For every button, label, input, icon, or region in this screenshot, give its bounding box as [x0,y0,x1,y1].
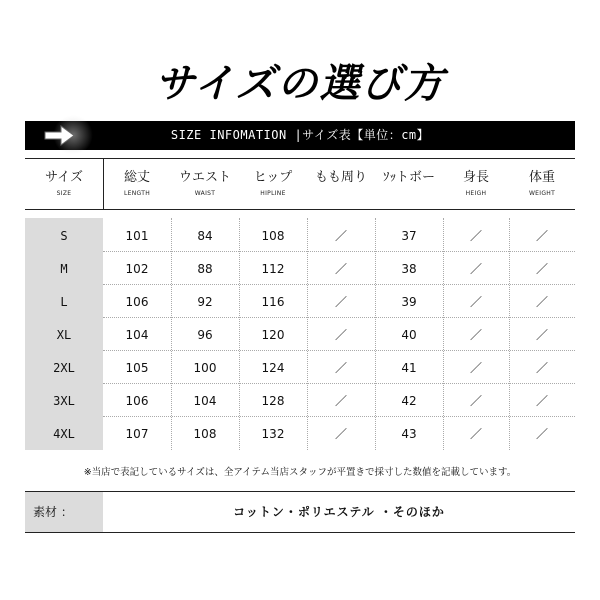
waist-cell: 104 [193,394,217,408]
length-cell: 107 [125,427,149,441]
hip-cell: 132 [261,427,285,441]
height-cell: ／ [469,262,482,276]
header-label: もも周り [314,170,367,185]
weight-cell: ／ [535,394,548,408]
waist-cell: 84 [197,229,213,243]
weight-cell: ／ [535,262,548,276]
thigh-cell: ／ [334,394,347,408]
height-cell: ／ [469,229,482,243]
table-row [25,352,575,385]
weight-cell: ／ [535,229,548,243]
size-cell: M [60,262,68,276]
header-label: 身長 [462,170,489,185]
material-value: コットン・ポリエステル ・そのほか [233,505,445,519]
height-cell: ／ [469,394,482,408]
waist-cell: 92 [197,295,213,309]
header-sublabel: HEIGH [465,190,487,197]
header-sublabel: WEIGHT [528,190,556,197]
weight-cell: ／ [535,427,548,441]
waist-cell: 108 [193,427,217,441]
header-label: ｿｯトボー [382,170,435,185]
header-label: 総丈 [123,170,150,185]
material-row [25,491,575,533]
rise-cell: 38 [401,262,417,276]
table-row [25,385,575,418]
length-cell: 105 [125,361,149,375]
header-hip [239,159,307,209]
thigh-cell: ／ [334,328,347,342]
weight-cell: ／ [535,361,548,375]
rise-cell: 40 [401,328,417,342]
header-size [25,159,103,209]
length-cell: 106 [125,295,149,309]
header-thigh [307,159,375,209]
header-size-en: SIZE [56,190,72,197]
size-cell: S [60,229,68,243]
header-weight [509,159,575,209]
header-sublabel: HIPLINE [260,190,286,197]
height-cell: ／ [469,328,482,342]
table-header [25,158,575,210]
hip-cell: 116 [261,295,285,309]
length-cell: 101 [125,229,149,243]
waist-cell: 88 [197,262,213,276]
rise-cell: 42 [401,394,417,408]
height-cell: ／ [469,427,482,441]
hip-cell: 124 [261,361,285,375]
hip-cell: 112 [261,262,285,276]
rise-cell: 39 [401,295,417,309]
page-title: サイズの選び方 [154,61,446,107]
thigh-cell: ／ [334,295,347,309]
length-cell: 104 [125,328,149,342]
table-row [25,319,575,352]
thigh-cell: ／ [334,229,347,243]
header-rise [375,159,443,209]
size-cell: XL [56,328,72,342]
hip-cell: 108 [261,229,285,243]
header-height [443,159,509,209]
length-cell: 102 [125,262,149,276]
thigh-cell: ／ [334,262,347,276]
rise-cell: 41 [401,361,417,375]
header-label: ウエスト [178,170,231,185]
table-row [25,253,575,286]
waist-cell: 100 [193,361,217,375]
size-cell: 3XL [53,394,75,408]
waist-cell: 96 [197,328,213,342]
table-row [25,286,575,319]
header-size-jp: サイズ [45,170,83,185]
weight-cell: ／ [535,295,548,309]
measurement-note: ※当店で表記しているサイズは、全アイテム当店スタッフが平置きで採寸した数値を記載しています。 [83,467,517,478]
table-row [25,418,575,451]
size-cell: 4XL [53,427,75,441]
banner-text: SIZE INFOMATION |サイズ表【単位：cm】 [170,128,430,142]
height-cell: ／ [469,295,482,309]
material-label: 素材 ： [25,492,103,532]
table-row [25,220,575,253]
header-label: ヒップ [253,170,293,185]
size-info-banner [25,121,575,150]
height-cell: ／ [469,361,482,375]
size-cell: L [60,295,68,309]
header-sublabel: WAIST [194,190,216,197]
thigh-cell: ／ [334,427,347,441]
size-cell: 2XL [53,361,75,375]
size-table [25,218,575,450]
hip-cell: 120 [261,328,285,342]
header-length [103,159,171,209]
length-cell: 106 [125,394,149,408]
thigh-cell: ／ [334,361,347,375]
header-sublabel: LENGTH [123,190,151,197]
rise-cell: 37 [401,229,417,243]
weight-cell: ／ [535,328,548,342]
header-waist [171,159,239,209]
hip-cell: 128 [261,394,285,408]
rise-cell: 43 [401,427,417,441]
header-label: 体重 [528,170,555,185]
